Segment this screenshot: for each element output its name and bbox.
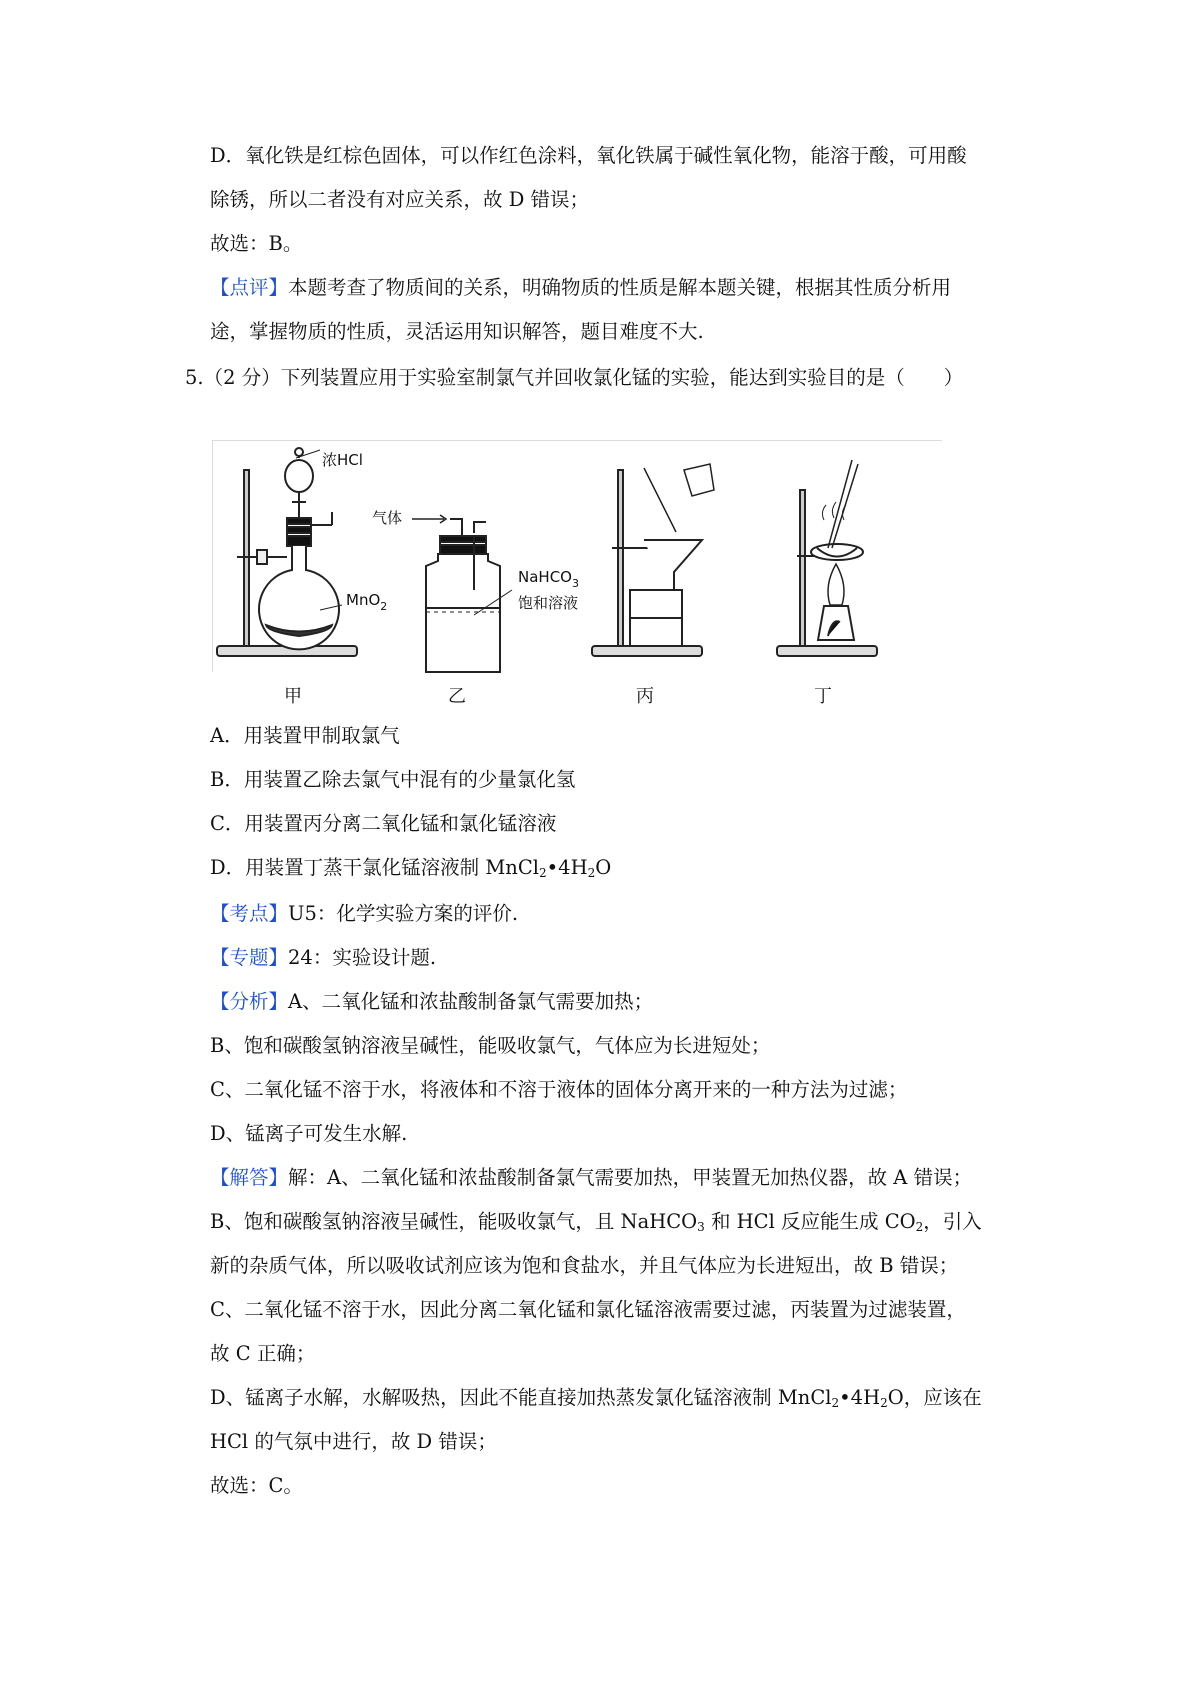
label-gas: 气体: [372, 509, 403, 527]
label-nahco3: NaHCO$_3$: [518, 568, 579, 590]
kaodian-line: 【考点】U5：化学实验方案的评价.: [210, 902, 519, 925]
review-line: [210, 274, 1030, 302]
apparatus-diagram: [212, 440, 942, 715]
review-text: 本题考查了物质间的关系，明确物质的性质是解本题关键，根据其性质分析用: [288, 276, 952, 299]
fenxi-c: C、二氧化锰不溶于水，将液体和不溶于液体的固体分离开来的一种方法为过滤；: [210, 1078, 908, 1101]
jieda-b1: B、饱和碳酸氢钠溶液呈碱性，能吸收氯气，且 NaHCO$_3$ 和 HCl 反应能生成 $CO_2$，引入: [210, 1210, 982, 1234]
jieda-c2: 故 C 正确；: [210, 1342, 316, 1365]
kaodian-tag: 【考点】: [210, 902, 289, 925]
jieda-tag: 【解答】: [210, 1166, 289, 1189]
text-line: D．氧化铁是红棕色固体，可以作红色涂料，氧化铁属于碱性氧化物，能溶于酸，可用酸: [210, 144, 967, 167]
jieda-line: 【解答】解：A、二氧化锰和浓盐酸制备氯气需要加热，甲装置无加热仪器，故 A 错误；: [210, 1166, 973, 1189]
jieda-c1: C、二氧化锰不溶于水，因此分离二氧化锰和氯化锰溶液需要过滤，丙装置为过滤装置，: [210, 1298, 966, 1321]
label-bing: 丙: [636, 686, 654, 707]
choice-b: B．用装置乙除去氯气中混有的少量氯化氢: [210, 768, 576, 791]
jieda-d1: D、锰离子水解，水解吸热，因此不能直接加热蒸发氯化锰溶液制 $MnCl_2•4H_2O$，应该在: [210, 1386, 982, 1410]
label-jia: 甲: [284, 686, 302, 707]
zhuanti-tag: 【专题】: [210, 946, 289, 969]
apparatus-figure: [212, 440, 942, 715]
choice-a: A．用装置甲制取氯气: [210, 724, 400, 747]
label-yi: 乙: [448, 686, 466, 707]
jieda-b2: 新的杂质气体，所以吸收试剂应该为饱和食盐水，并且气体应为长进短出，故 B 错误；: [210, 1254, 959, 1277]
label-hcl: 浓HCl: [322, 451, 363, 469]
choice-c: C．用装置丙分离二氧化锰和氯化锰溶液: [210, 812, 557, 835]
fenxi-line: 【分析】A、二氧化锰和浓盐酸制备氯气需要加热；: [210, 990, 654, 1013]
text-line: 途，掌握物质的性质，灵活运用知识解答，题目难度不大.: [210, 320, 704, 343]
choice-d: D．用装置丁蒸干氯化锰溶液制 $MnCl_2•4H_2O$: [210, 856, 612, 880]
label-mno2: MnO$_2$: [346, 591, 388, 613]
question-5-stem: 5.（2 分）下列装置应用于实验室制氯气并回收氯化锰的实验，能达到实验目的是（ ）: [185, 366, 964, 389]
fenxi-tag: 【分析】: [210, 990, 289, 1013]
label-ding: 丁: [814, 686, 832, 707]
zhuanti-line: 【专题】24：实验设计题.: [210, 946, 437, 969]
fenxi-b: B、饱和碳酸氢钠溶液呈碱性，能吸收氯气，气体应为长进短处；: [210, 1034, 771, 1057]
review-tag: 【点评】: [210, 276, 289, 299]
fenxi-d: D、锰离子可发生水解.: [210, 1122, 408, 1145]
jieda-d2: HCl 的气氛中进行，故 D 错误；: [210, 1430, 497, 1453]
text-line: 故选：B。: [210, 232, 303, 255]
jieda-final: 故选：C。: [210, 1474, 303, 1497]
text-line: 除锈，所以二者没有对应关系，故 D 错误；: [210, 188, 590, 211]
label-saturated: 饱和溶液: [518, 594, 579, 612]
